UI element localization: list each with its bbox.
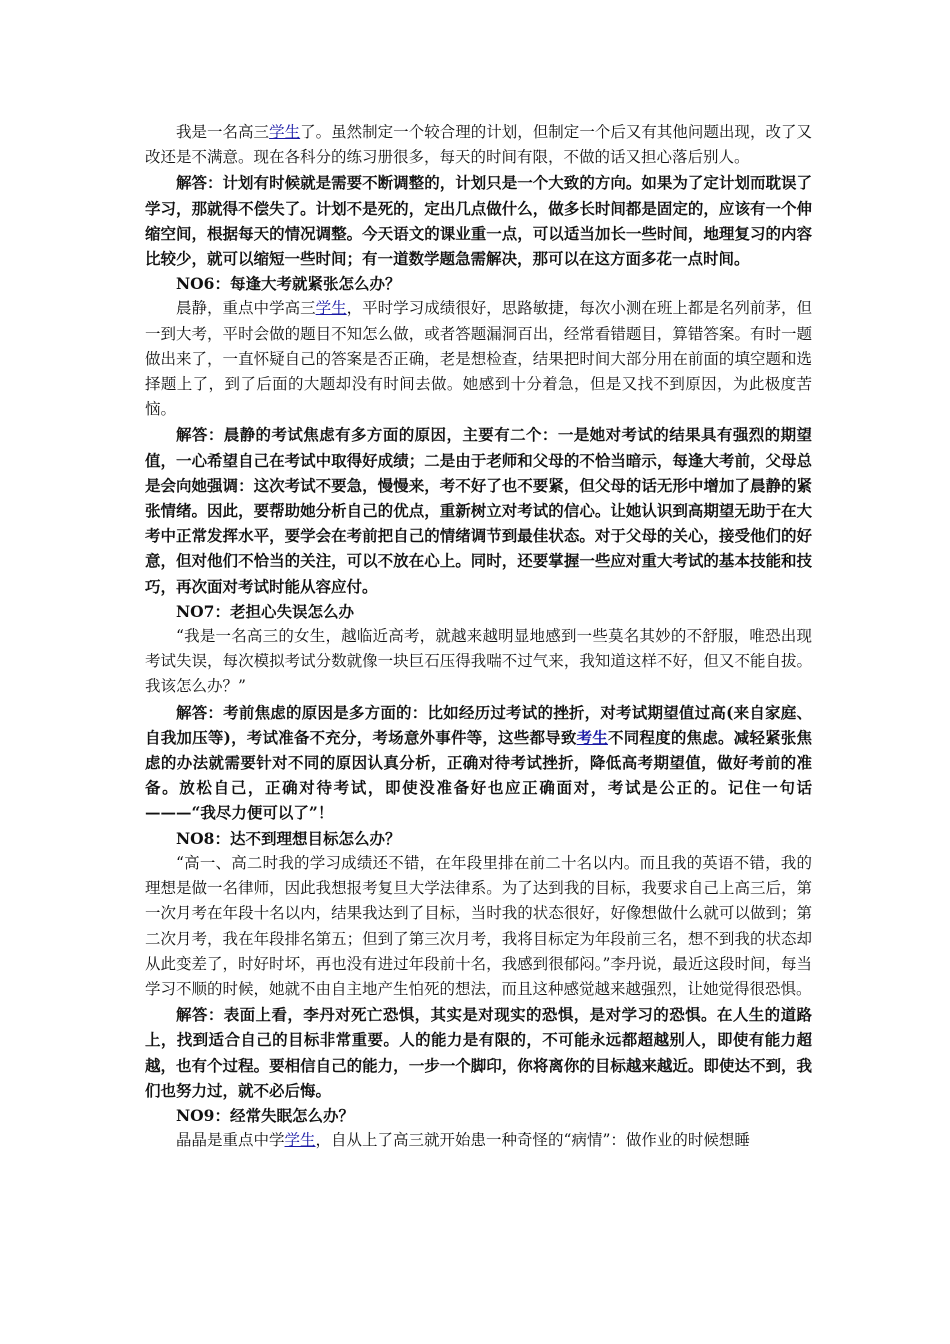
paragraph-jingjing: 晶晶是重点中学学生，自从上了高三就开始患一种奇怪的“病情”：做作业的时候想睡 — [176, 1131, 750, 1150]
student-link[interactable]: 学生 — [284, 1131, 316, 1150]
examinee-link[interactable]: 考生 — [576, 727, 609, 747]
student-link[interactable]: 学生 — [315, 299, 347, 318]
heading-no9: NO9：经常失眠怎么办？ — [176, 1105, 354, 1125]
paragraph-no7-question: “我是一名高三的女生，越临近高考，就越来越明显地感到一些莫名其妙的不舒服，唯恐出现考试失误，每次模拟考试分数就像一块巨石压得我喘不过气来，我知道这样不好，但又不能自拔。我该怎么办？” — [145, 627, 812, 696]
student-link[interactable]: 学生 — [269, 123, 301, 141]
answer-no7: 解答：考前焦虑的原因是多方面的：比如经历过考试的挫折，对考试期望值过高(来自家庭、自我加压等)，考试准备不充分，考场意外事件等，这些都导致考生不同程度的焦虑。减轻紧张焦虑的办法就需要针对不同的原因认真分析，正确对待考试挫折，降低高考期望值，做好考前的准备。放松自己，正确对待考试，即使没准备好也应正确面对，考试是公正的。记住一句话———“我尽力便可以了”！ — [145, 702, 812, 823]
answer-plan: 解答：计划有时候就是需要不断调整的，计划只是一个大致的方向。如果为了定计划而耽误了学习，那就得不偿失了。计划不是死的，定出几点做什么，做多长时间都是固定的，应该有一个伸缩空间，根据每天的情况调整。今天语文的课业重一点，可以适当加长一些时间，地理复习的内容比较少，就可以缩短一些时间；有一道数学题急需解决，那可以在这方面多花一点时间。 — [145, 173, 812, 269]
paragraph-student-plan: 我是一名高三学生了。虽然制定一个较合理的计划，但制定一个后又有其他问题出现，改了又改还是不满意。现在各科分的练习册很多，每天的时间有限，不做的话又担心落后别人。 — [145, 123, 812, 167]
answer-no6: 解答：晨静的考试焦虑有多方面的原因，主要有二个：一是她对考试的结果具有强烈的期望值，一心希望自己在考试中取得好成绩；二是由于老师和父母的不恰当暗示，每逢大考前，父母总是会向她强调：这次考试不要急，慢慢来，考不好了也不要紧，但父母的话无形中增加了晨静的紧张情绪。因此，要帮助她分析自己的优点，重新树立对考试的信心。让她认识到高期望无助于在大考中正常发挥水平，要学会在考前把自己的情绪调节到最佳状态。对于父母的关心，接受他们的好意，但对他们不恰当的关注，可以不放在心上。同时，还要掌握一些应对重大考试的基本技能和技巧，再次面对考试时能从容应付。 — [145, 425, 812, 596]
heading-no6: NO6：每逢大考就紧张怎么办？ — [176, 274, 401, 294]
heading-no8: NO8：达不到理想目标怎么办？ — [176, 828, 401, 848]
answer-no8: 解答：表面上看，李丹对死亡恐惧，其实是对现实的恐惧，是对学习的恐惧。在人生的道路上，找到适合自己的目标非常重要。人的能力是有限的，不可能永远都超越别人，即使有能力超越，也有个过程。要相信自己的能力，一步一个脚印，你将离你的目标越来越近。即使达不到，我们也努力过，就不必后悔。 — [145, 1005, 812, 1100]
paragraph-lidan: “高一、高二时我的学习成绩还不错，在年段里排在前二十名以内。而且我的英语不错，我的理想是做一名律师，因此我想报考复旦大学法律系。为了达到我的目标，我要求自己上高三后，第一次月考在年段十名以内，结果我达到了目标，当时我的状态很好，好像想做什么就可以做到；第二次月考，我在年段排名第五；但到了第三次月考，我将目标定为年段前三名，想不到我的状态却从此变差了，时好时坏，再也没有进过年段前十名，我感到很郁闷。”李丹说，最近这段时间，每当学习不顺的时候，她就不由自主地产生怕死的想法，而且这种感觉越来越强烈，让她觉得很恐惧。 — [145, 853, 812, 998]
document-body — [145, 120, 812, 1153]
paragraph-chenjing: 晨静，重点中学高三学生，平时学习成绩很好，思路敏捷，每次小测在班上都是名列前茅，但一到大考，平时会做的题目不知怎么做，或者答题漏洞百出，经常看错题目，算错答案。有时一题做出来了，一直怀疑自己的答案是否正确，老是想检查，结果把时间大部分用在前面的填空题和选择题上了，到了后面的大题却没有时间去做。她感到十分着急，但是又找不到原因，为此极度苦恼。 — [145, 299, 812, 419]
heading-no7: NO7：老担心失误怎么办 — [176, 601, 354, 621]
